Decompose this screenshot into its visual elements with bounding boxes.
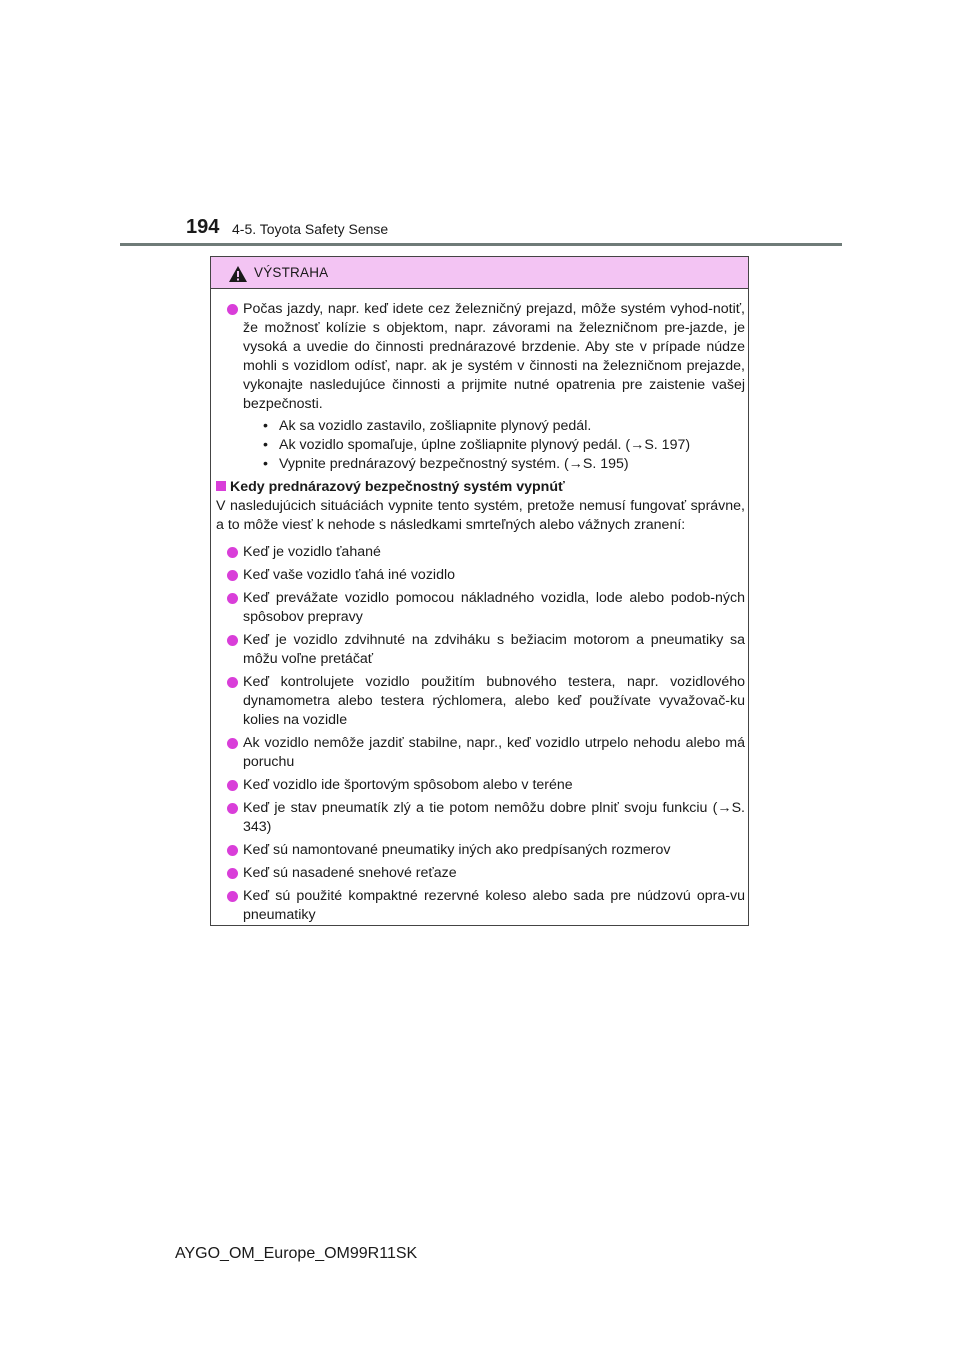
warning-header xyxy=(211,257,748,289)
warning-title: VÝSTRAHA xyxy=(254,265,329,280)
section-heading: Kedy prednárazový bezpečnostný systém vypnúť xyxy=(216,478,745,497)
warning-body xyxy=(216,300,745,929)
bullet-dot-icon xyxy=(227,570,238,581)
bullet-dot-icon xyxy=(227,547,238,558)
condition-item: Ak vozidlo nemôže jazdiť stabilne, napr., keď vozidlo utrpelo nehodu alebo má poruchu xyxy=(219,734,745,772)
condition-item: Keď kontrolujete vozidlo použitím bubnového testera, napr. vozidlového dynamometra alebo testera rýchlomera, alebo keď používate vyvažovač-ku kolies na vozidle xyxy=(219,673,745,730)
bullet-dot-icon xyxy=(227,677,238,688)
warning-intro-text: Počas jazdy, napr. keď idete cez železničný prejazd, môže systém vyhod-notiť, že možnosť kolízie s objektom, napr. závorami na železničnom pre-jazde, je vysoká a uvedie do činnosti prednárazové brzdenie. Aby ste v prípade núdze mohli s vozidlom odísť, napr. ak je systém v činnosti na železničnom prejazde, vykonajte nasledujúce činnosti a prijmite nutné opatrenia pre zaistenie vašej bezpečnosti. xyxy=(243,301,745,412)
bullet-dot-icon xyxy=(227,845,238,856)
square-bullet-icon xyxy=(216,481,226,491)
page-number: 194 xyxy=(186,216,220,238)
condition-item: Keď sú nasadené snehové reťaze xyxy=(219,864,745,883)
step-item: • Vypnite prednárazový bezpečnostný systém. (→S. 195) xyxy=(263,456,629,472)
condition-item: Keď je vozidlo zdvihnuté na zdviháku s bežiacim motorom a pneumatiky sa môžu voľne pretáčať xyxy=(219,631,745,669)
bullet-dot-icon xyxy=(227,635,238,646)
bullet-dot-icon xyxy=(227,304,238,315)
steps-list xyxy=(253,417,745,474)
condition-item: Keď vozidlo ide športovým spôsobom alebo v teréne xyxy=(219,776,745,795)
bullet-dot-icon xyxy=(227,891,238,902)
condition-item: Keď vaše vozidlo ťahá iné vozidlo xyxy=(219,566,745,585)
step-item: • Ak sa vozidlo zastavilo, zošliapnite plynový pedál. xyxy=(263,418,592,434)
condition-item: Keď je vozidlo ťahané xyxy=(219,543,745,562)
bullet-dot-icon xyxy=(227,803,238,814)
condition-item: Keď je stav pneumatík zlý a tie potom nemôžu dobre plniť svoju funkciu (→S. 343) xyxy=(219,799,745,837)
bullet-dot-icon xyxy=(227,738,238,749)
section-when-to-disable xyxy=(216,478,745,535)
condition-item: Keď sú použité kompaktné rezervné koleso alebo sada pre núdzovú opra-vu pneumatiky xyxy=(219,887,745,925)
bullet-dot-icon xyxy=(227,868,238,879)
step-item: • Ak vozidlo spomaľuje, úplne zošliapnite plynový pedál. (→S. 197) xyxy=(263,437,691,453)
document-id: AYGO_OM_Europe_OM99R11SK xyxy=(175,1245,418,1262)
warning-box xyxy=(210,256,749,926)
header-rule xyxy=(120,243,842,246)
condition-item: Keď prevážate vozidlo pomocou nákladného vozidla, lode alebo podob-ných spôsobov prepravy xyxy=(219,589,745,627)
bullet-dot-icon xyxy=(227,593,238,604)
section-title: 4-5. Toyota Safety Sense xyxy=(232,221,389,237)
bullet-dot-icon xyxy=(227,780,238,791)
condition-item: Keď sú namontované pneumatiky iných ako predpísaných rozmerov xyxy=(219,841,745,860)
warning-triangle-icon xyxy=(228,265,248,283)
section-text: V nasledujúcich situáciách vypnite tento systém, pretože nemusí fungovať správne, a to môže viesť k nehode s následkami smrteľných alebo vážnych zranení: xyxy=(216,498,745,533)
warning-intro xyxy=(219,300,745,474)
